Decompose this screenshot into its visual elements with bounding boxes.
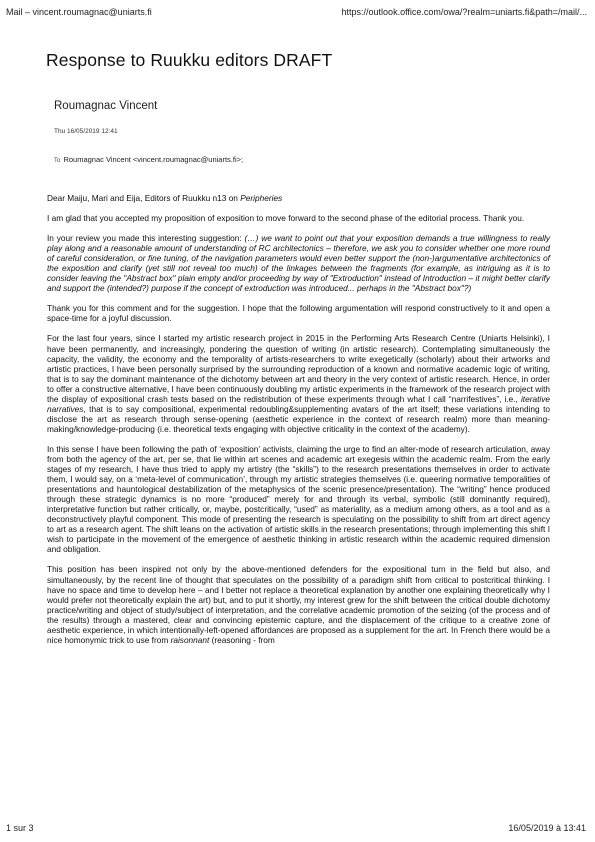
print-footer-page: 1 sur 3 [6, 823, 34, 833]
p4-part-b: , that is to say compositional, experimental redoubling&supplementing avatars of the art itself; these variations intending to disclose the art as research through sense-opening (aesthetic experience in the context of research realm) more than meaning-making/knowledge-producing (i.e. theoretical texts engaging with objective criticality in the context of the academy). [47, 403, 550, 434]
body-greeting [47, 193, 550, 203]
p4-part-a: For the last four years, since I started my artistic research project in 2015 in the Performing Arts Research Centre (Uniarts Helsinki), I have been permanently, and increasingly, pondering the question of writing (in artistic research). Contemplating simultaneously the capacity, the validity, the economy and the temporality of artists-researchers to write exegetically (scholarly) about their artworks and artistic practices, I have been personally surprised by the surrounding reproduction of a known and normative academic logic of writing, that is to say the dominant maintenance of the dichotomy between art and theory in the very context of artistic research. Hence, in order to offer a constructive alternative, I have been continuously doubling my artistic experiments in the framework of the research project with the display of expositional crash tests based on the redistribution of these experiments through what I call “narrifestives”, i.e., [47, 333, 550, 404]
p2-quote: (…) we want to point out that your exposition demands a true willingness to really play along and a reasonable amount of understanding of RC architectonics – therefore, we ask you to consider whether one more round of careful consideration, or fine tuning, of the navigation parameters would even better support the (non-)argumentative architectonics of the exposition and clarify (yet still not reveal too much) of the linkages between the fragments (for example, as intriguing as it is to consider leaving the "Abstract box" plain empty and/or proceeding by way of "Extroduction" instead of Introduction – it might better clarify and support the (intended?) purpose if the concept of extroduction was introduced... perhaps in the "Abstract box"?) [47, 233, 550, 294]
body-paragraph-3: Thank you for this comment and for the suggestion. I hope that the following argumentation will respond constructively to it and open a space-time for a joyful discussion. [47, 303, 550, 324]
message-subject: Response to Ruukku editors DRAFT [46, 50, 333, 70]
print-footer-timestamp: 16/05/2019 à 13:41 [508, 823, 586, 833]
body-paragraph-2 [47, 233, 550, 293]
message-sender[interactable]: Roumagnac Vincent [54, 100, 158, 112]
p2-lead: In your review you made this interesting suggestion: [47, 233, 245, 244]
body-paragraph-5: In this sense I have been following the path of ‘exposition’ activists, claiming the urge to find an alter-mode of research articulation, away from both the agency of the art, per se, that lie within art scenes and academic art exegesis within the academic realm. From the early stages of my research, I have thus tried to apply my artistry (the “skills”) to the research presentations themselves in order to activate them, I would say, on a ‘meta-level of communication’, through my artistic strategies themselves (i.e. queering normative temporalities of presentations and hauntological destabilization of the metaphysics of the scenic presence/presentation). The “writing” hence produced through these strategic dynamics is no more “produced” merely for and through its verbal, symbolic (still dominantly required), interpretative function but rather critically, or, maybe, postcritically, “used” as materiality, as a medium among others, as a tool and as a deconstructively playful component. This mode of presenting the research is speculating on the possibility to shift from art direct agency to art as a research agent. The shift leans on the activation of artistic skills in the research presentations; through implementing this shift I wish to participate in the movement of the emergence of aesthetic thinking in artistic research within the academic required dimension and obligation. [47, 443, 550, 555]
p6-emphasis: raisonnant [170, 634, 210, 645]
greeting-text: Dear Maiju, Mari and Eija, Editors of Ruukku n13 on [47, 193, 241, 203]
print-header-title: Mail – vincent.roumagnac@uniarts.fi [6, 7, 152, 17]
body-paragraph-4 [47, 333, 550, 433]
recipient-value[interactable]: Roumagnac Vincent <vincent.roumagnac@uniarts.fi>; [63, 155, 244, 164]
p4-emphasis: iterative narratives [47, 393, 550, 414]
p6-part-b: (reasoning - from [209, 634, 275, 645]
recipient-line [54, 155, 243, 164]
greeting-emphasis: Peripheries [240, 193, 283, 203]
message-body [47, 193, 550, 645]
message-date: Thu 16/05/2019 12:41 [54, 128, 118, 135]
print-header-url[interactable]: https://outlook.office.com/owa/?realm=uniarts.fi&path=/mail/... [341, 7, 587, 17]
body-paragraph-6 [47, 564, 550, 644]
to-label: To [54, 158, 61, 164]
body-paragraph-1: I am glad that you accepted my proposition of exposition to move forward to the second phase of the editorial process. Thank you. [47, 213, 525, 224]
p6-part-a: This position has been inspired not only by the above-mentioned defenders for the expositional turn in the field but also, and simultaneously, by the recent line of thought that speculates on the possibility of a paradigm shift from critical to postcritical thinking. I have no space and time to develop here – and I better not replace a theoretical explanation by another one explaining theoretically why I would prefer not theoretically explain the art) but, and to put it shortly, my interest grew for the shift between the critical double dichotomy practice/writing and object of study/subject of interpretation, and the correlative academic promotion of the seizing (of the process and of the results) through a mastered, clear and convincing epistemic capture, and the displacement of the critique to a creative zone of aesthetic experience, in which intentionally-left-opened affordances are proposed as a supplement for the art. In French there would be a nice homonymic trick to use from [47, 564, 550, 645]
